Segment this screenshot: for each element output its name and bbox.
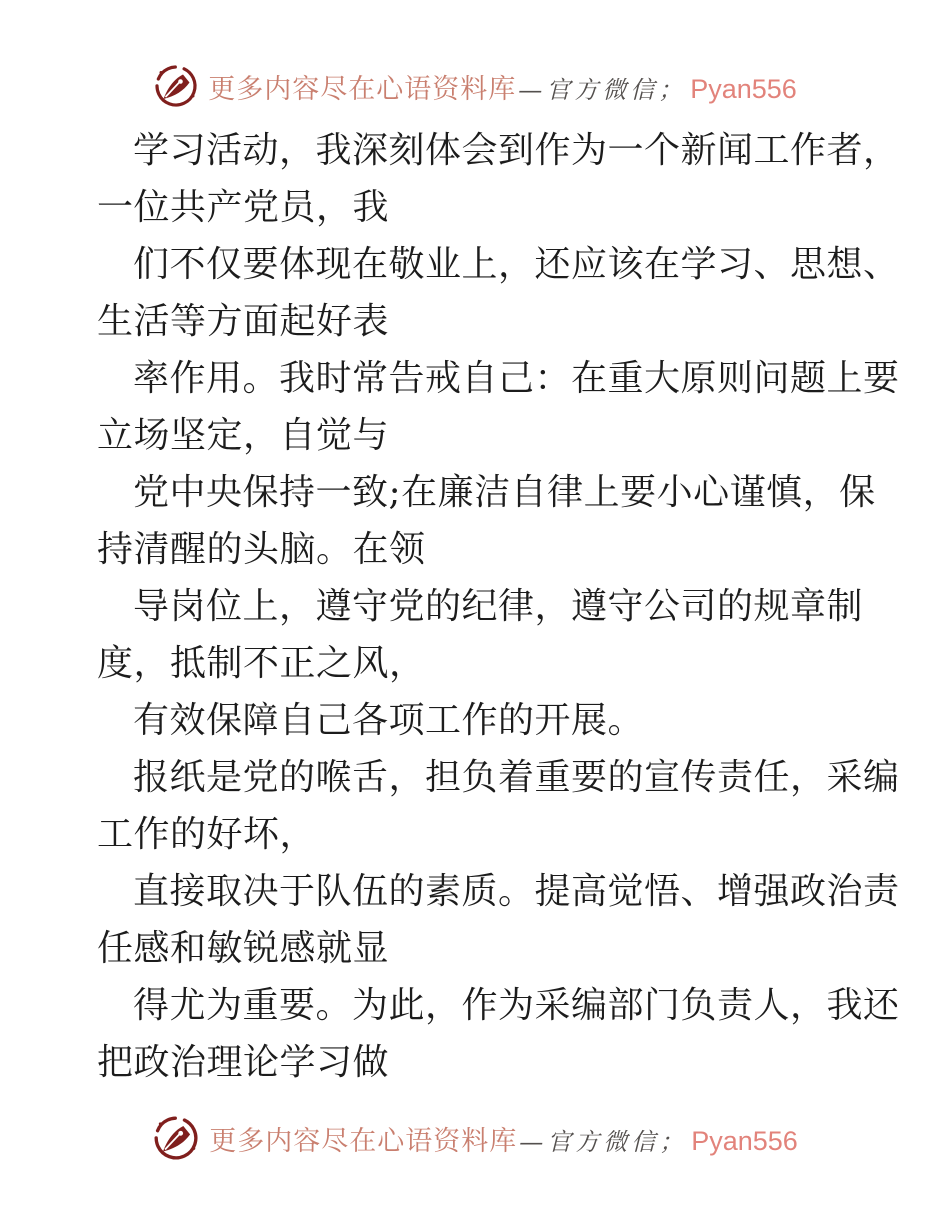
body-line: 一位共产党员，我 xyxy=(97,187,390,228)
body-line: 学习活动，我深刻体会到作为一个新闻工作者， xyxy=(133,130,900,171)
footer-watermark xyxy=(0,1112,950,1164)
body-line: 直接取决于队伍的素质。提高觉悟、增强政治责 xyxy=(133,871,900,912)
body-line: 把政治理论学习做 xyxy=(97,1042,390,1083)
body-line: 工作的好坏， xyxy=(97,814,317,855)
body-line: 率作用。我时常告戒自己：在重大原则问题上要 xyxy=(133,358,900,399)
body-line: 导岗位上，遵守党的纪律，遵守公司的规章制 xyxy=(133,586,864,627)
header-watermark-text xyxy=(208,67,797,106)
body-line: 立场坚定，自觉与 xyxy=(97,415,390,456)
body-line: 们不仅要体现在敬业上，还应该在学习、思想、 xyxy=(133,244,900,285)
watermark-wechat-account: Pyan556 xyxy=(690,73,797,104)
body-line: 度，抵制不正之风， xyxy=(97,643,426,684)
watermark-library-label: 更多内容尽在心语资料库 xyxy=(209,1125,518,1157)
body-line: 得尤为重要。为此，作为采编部门负责人，我还 xyxy=(133,985,900,1026)
pen-circle-logo-icon xyxy=(152,1114,200,1162)
header-watermark xyxy=(0,60,950,112)
watermark-channel-label: —官方微信； xyxy=(519,1127,688,1156)
watermark-wechat-account: Pyan556 xyxy=(691,1125,798,1156)
body-line: 党中央保持一致;在廉洁自律上要小心谨慎，保 xyxy=(133,472,876,513)
body-line: 报纸是党的喉舌，担负着重要的宣传责任，采编 xyxy=(133,757,900,798)
watermark-channel-label: —官方微信； xyxy=(518,75,687,104)
body-line: 持清醒的头脑。在领 xyxy=(97,529,426,570)
body-line: 生活等方面起好表 xyxy=(97,301,390,342)
body-line: 任感和敏锐感就显 xyxy=(97,928,390,969)
body-line: 有效保障自己各项工作的开展。 xyxy=(133,700,645,741)
pen-circle-logo-icon xyxy=(153,63,199,109)
watermark-library-label: 更多内容尽在心语资料库 xyxy=(208,73,517,105)
footer-watermark-text xyxy=(209,1119,798,1158)
document-body xyxy=(97,122,910,1091)
